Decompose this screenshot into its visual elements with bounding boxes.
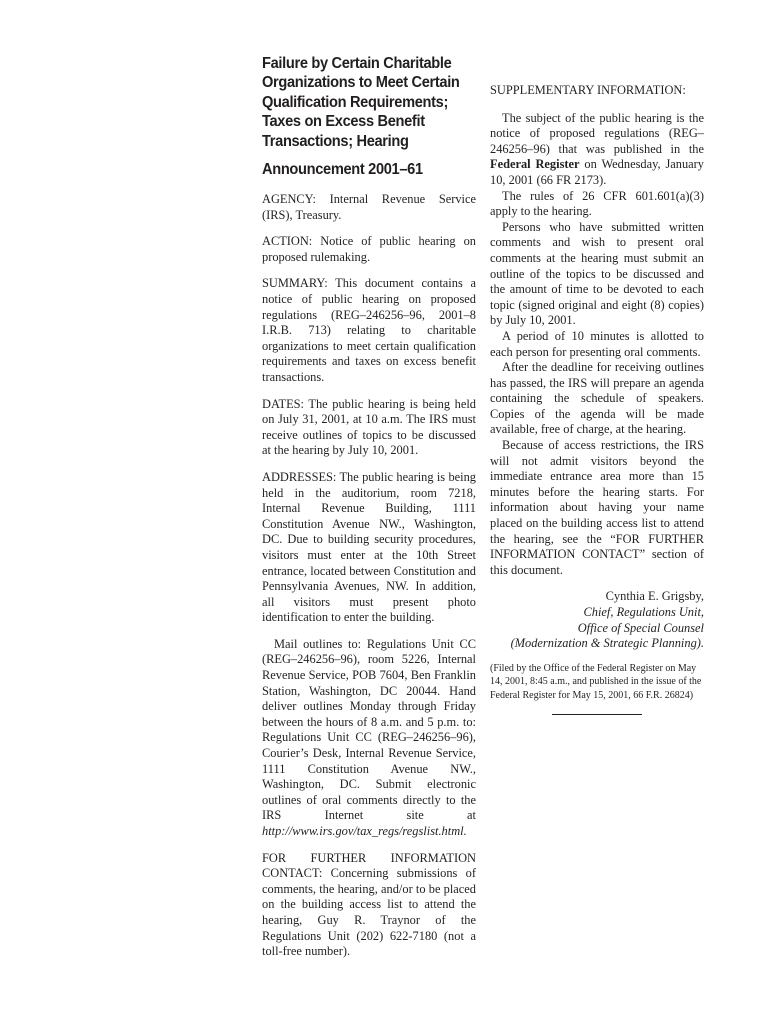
federal-register-text: Federal Register (490, 157, 580, 172)
addresses-paragraph: ADDRESSES: The public hearing is being held in the auditorium, room 7218, Internal Revenue Building, 1111 Constitution Avenue NW., Washington, DC. Due to building security procedures, visitors must enter at the 10th Street entrance, located between Constitution and Pennsylvania Avenues, NW. In addition, all visitors must present photo identification to enter the building. (262, 469, 476, 625)
signature-title-2: Office of Special Counsel (577, 620, 704, 635)
irs-url-link[interactable]: http://www.irs.gov/tax_regs/regslist.html. (262, 824, 467, 838)
announcement-number: Announcement 2001–61 (262, 161, 423, 179)
document-title: Failure by Certain Charitable Organizations to Meet Certain Qualification Requirements; Taxes on Excess Benefit Transactions; Hearing (262, 55, 460, 150)
filing-note: (Filed by the Office of the Federal Register on May 14, 2001, 8:45 a.m., and published in the issue of the Federal Register for May 15, 2001, 66 F.R. 26824) (490, 662, 702, 701)
signature-title-1: Chief, Regulations Unit, (583, 605, 704, 619)
left-column (262, 54, 476, 971)
contact-paragraph: FOR FURTHER INFORMATION CONTACT: Concerning submissions of comments, the hearing, and/or to be placed on the building access list to attend the hearing, Guy R. Traynor of the Regulations Unit (202) 622-7180 (not a toll-free number). (262, 850, 476, 959)
p1-text-end: on Wednesday, January 10, 2001 (66 FR 2173). (490, 157, 704, 187)
divider-rule (552, 714, 642, 715)
supplementary-paragraph-3: Persons who have submitted written comments and wish to present oral comments at the hearing must submit an outline of the topics to be discussed and the amount of time to be devoted to each topic (signed original and eight (8) copies) by July 10, 2001. (490, 219, 704, 328)
p1-text: The subject of the public hearing is the notice of proposed regulations (REG–246256–96) that was published in the (490, 110, 704, 156)
supplementary-paragraph-5: After the deadline for receiving outlines has passed, the IRS will prepare an agenda containing the schedule of speakers. Copies of the agenda will be made available, free of charge, at the hearing. (490, 360, 704, 437)
summary-paragraph: SUMMARY: This document contains a notice of public hearing on proposed regulations (REG–246256–96, 2001–8 I.R.B. 713) relating to charitable organizations to meet certain qualification requirements and taxes on excess benefit transactions. (262, 276, 476, 384)
supplementary-paragraph-6: Because of access restrictions, the IRS will not admit visitors beyond the immediate entrance area more than 15 minutes before the hearing starts. For information about having your name placed on the building access list to attend the hearing, see the “FOR FURTHER INFORMATION CONTACT” section of this document. (490, 438, 704, 577)
supplementary-paragraph-2: The rules of 26 CFR 601.601(a)(3) apply to the hearing. (490, 188, 704, 219)
dates-paragraph: DATES: The public hearing is being held on July 31, 2001, at 10 a.m. The IRS must receive outlines of topics to be discussed at the hearing by July 10, 2001. (262, 396, 476, 458)
supplementary-heading: SUPPLEMENTARY INFORMATION: (490, 83, 686, 97)
mail-text: Mail outlines to: Regulations Unit CC (REG–246256–96), room 5226, Internal Revenue Service, POB 7604, Ben Franklin Station, Washington, DC 20044. Hand deliver outlines Monday through Friday between the hours of 8 a.m. and 5 p.m. to: Regulations Unit CC (REG–246256–96), Courier’s Desk, Internal Revenue Service, 1111 Constitution Avenue NW., Washington, DC. Submit electronic outlines of oral comments directly to the IRS Internet site at (262, 636, 476, 823)
mail-paragraph (262, 637, 476, 840)
supplementary-paragraph-4: A period of 10 minutes is allotted to each person for presenting oral comments. (490, 328, 704, 359)
supplementary-paragraph-1 (490, 111, 704, 189)
action-paragraph: ACTION: Notice of public hearing on proposed rulemaking. (262, 234, 476, 264)
right-column (490, 83, 704, 715)
signature-name: Cynthia E. Grigsby, (605, 589, 704, 604)
agency-paragraph: AGENCY: Internal Revenue Service (IRS), Treasury. (262, 192, 476, 222)
signature-title-3: (Modernization & Strategic Planning). (510, 636, 704, 651)
